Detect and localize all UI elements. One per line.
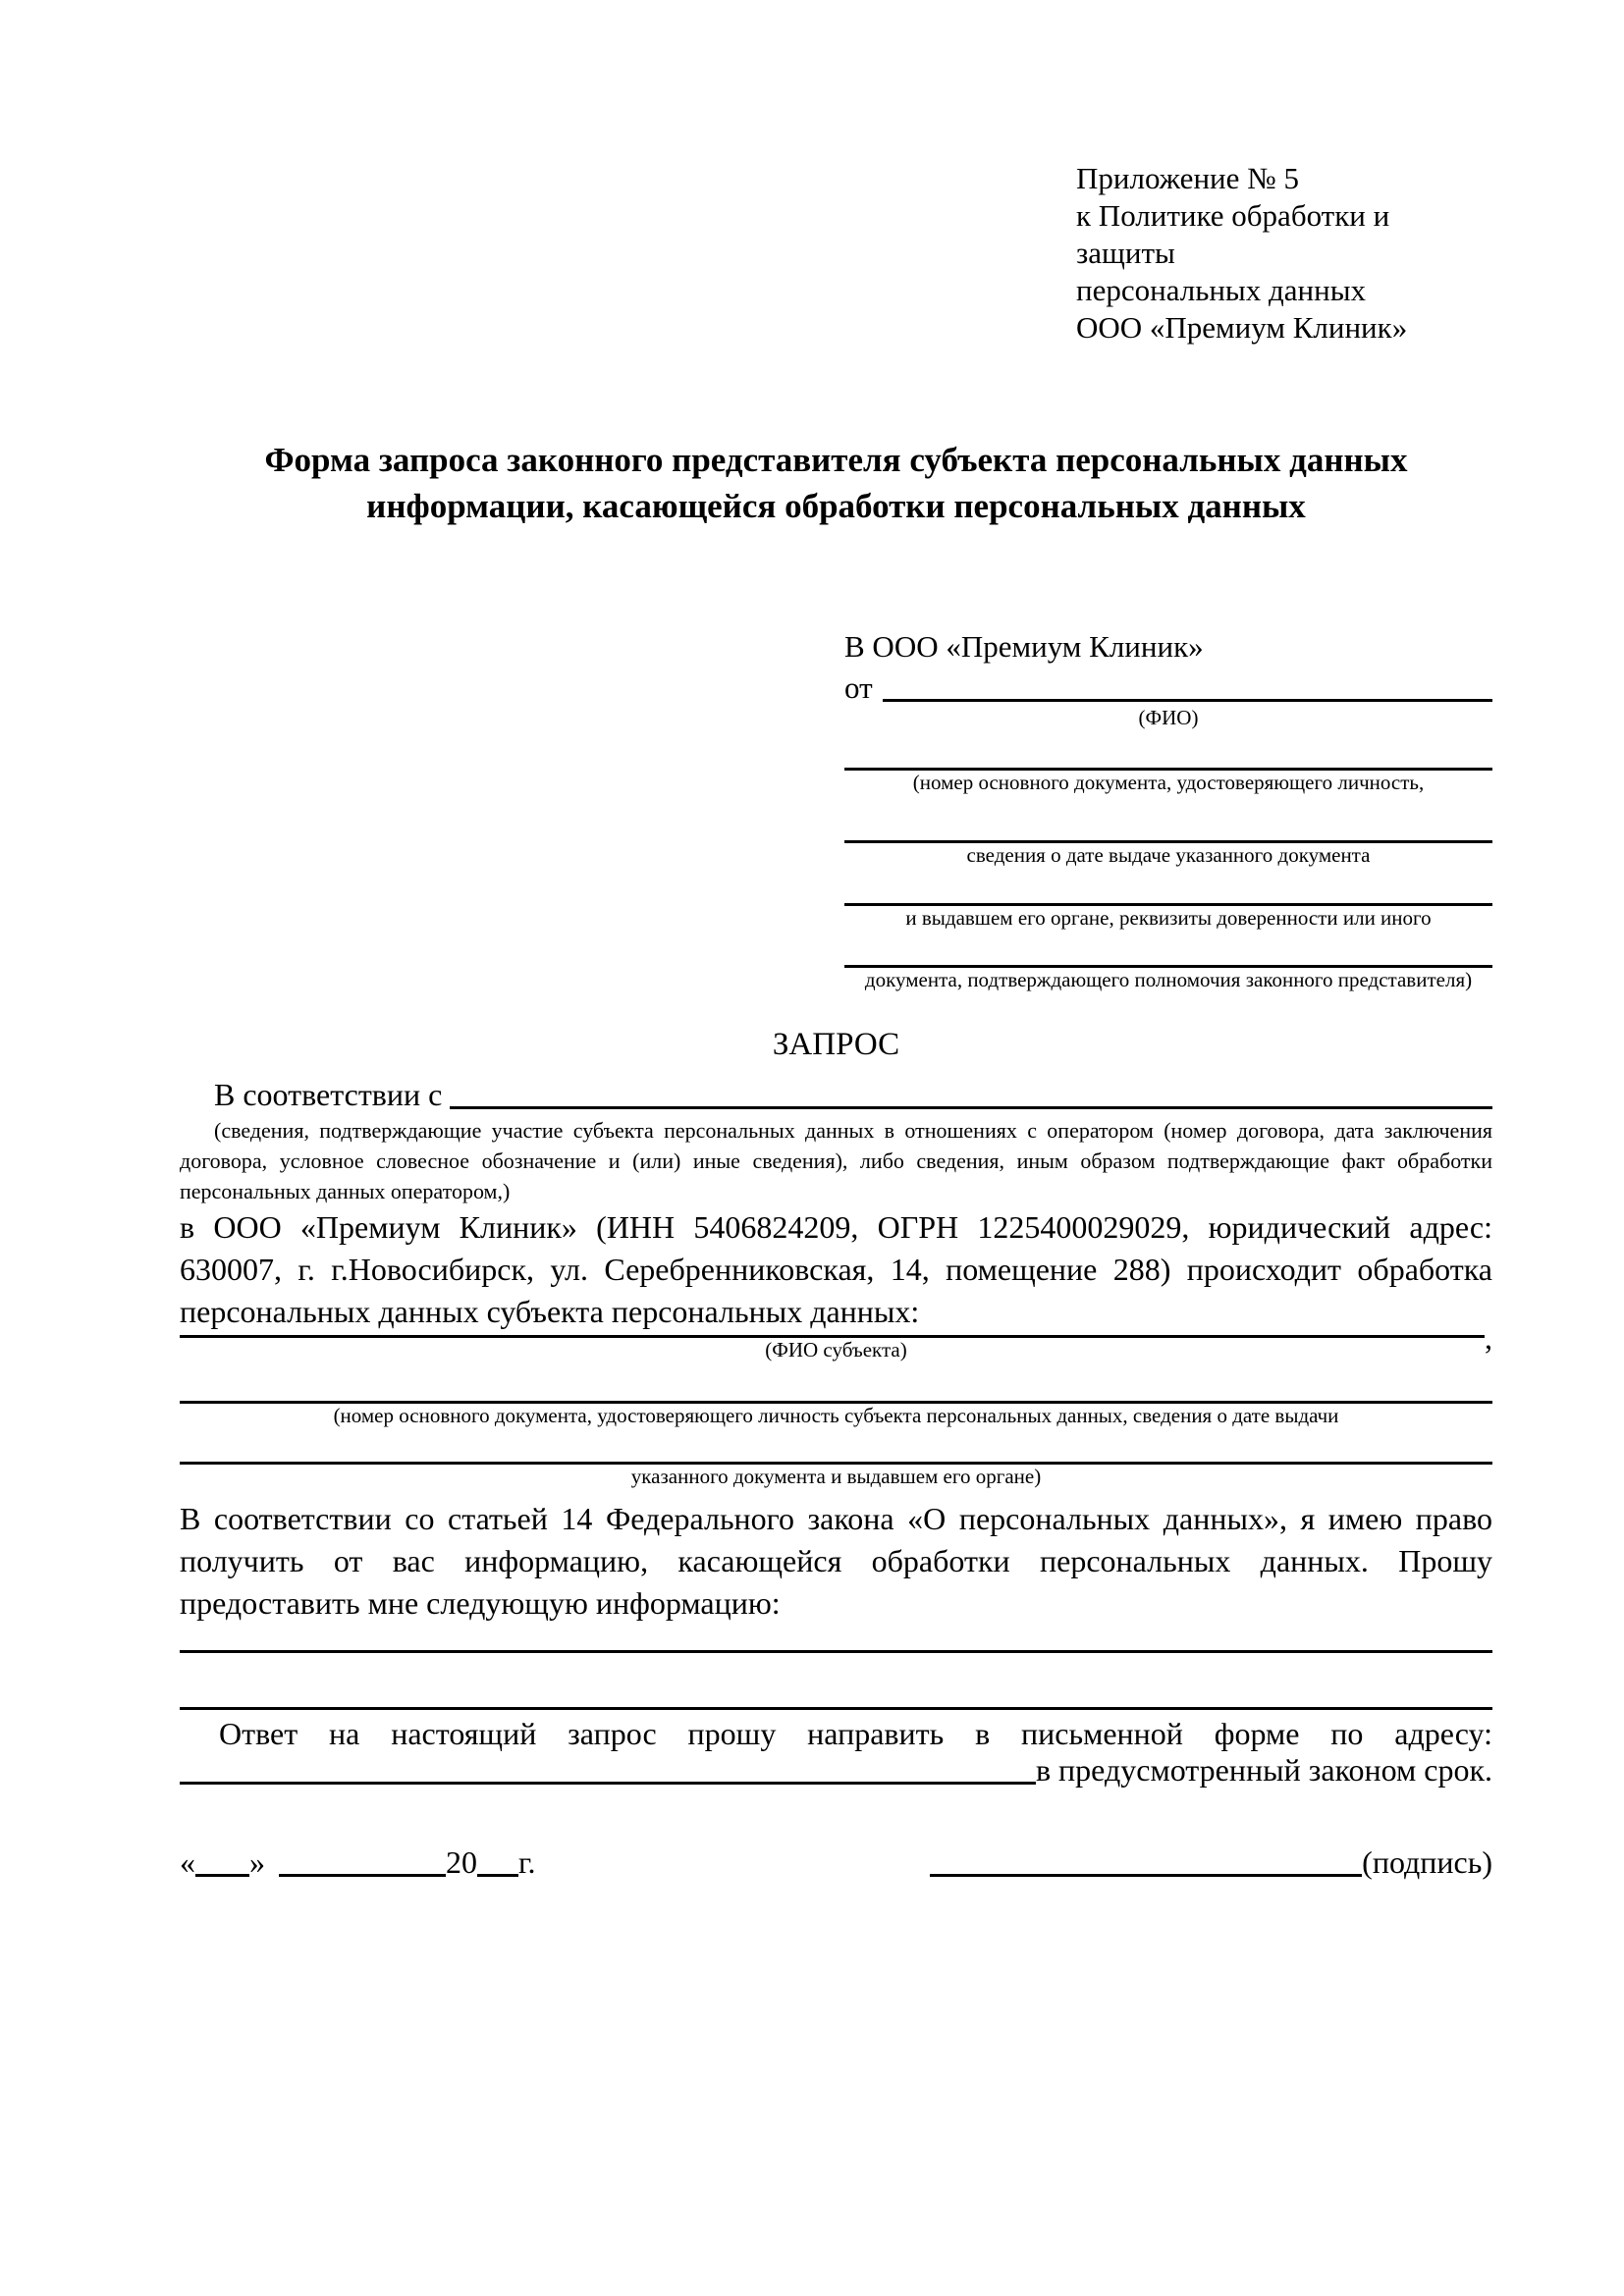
- appendix-line: ООО «Премиум Клиник»: [1076, 310, 1408, 345]
- date-quote-close: »: [249, 1844, 265, 1880]
- addressee-block: [844, 627, 1492, 991]
- accordance-row: [180, 1077, 1492, 1113]
- addressee-organization: В ООО «Премиум Клиник»: [844, 629, 1204, 664]
- date-year-prefix: 20: [446, 1844, 477, 1880]
- appendix-line: к Политике обработки и защиты: [1076, 198, 1390, 270]
- info-fill-line: [180, 1650, 1492, 1653]
- accordance-fill-line: [450, 1106, 1492, 1109]
- date-group: [180, 1844, 536, 1881]
- page-title: [180, 437, 1492, 529]
- reply-address-row: [180, 1752, 1492, 1789]
- page-title-line: Форма запроса законного представителя субъекта персональных данных: [264, 441, 1408, 479]
- appendix-line: Приложение № 5: [1076, 161, 1299, 195]
- signature-group: [930, 1844, 1492, 1881]
- date-month-blank: [279, 1874, 446, 1877]
- appendix-line: персональных данных: [1076, 273, 1367, 307]
- doc-caption: и выдавшем его органе, реквизиты доверенности или иного: [905, 906, 1432, 930]
- accordance-label: В соответствии с: [214, 1077, 443, 1112]
- date-year-suffix: г.: [518, 1844, 536, 1880]
- date-day-blank: [195, 1874, 249, 1877]
- from-fill-line: [883, 699, 1492, 702]
- fio-caption: (ФИО): [1138, 706, 1199, 729]
- accordance-caption: (сведения, подтверждающие участие субъекта персональных данных в отношениях с оператором (номер договора, дата заключения договора, условное словесное обозначение и (или) иные сведения), либо сведения, иным образом подтверждающие факт обработки персональных данных оператором,): [180, 1118, 1492, 1203]
- request-heading: ЗАПРОС: [772, 1027, 900, 1062]
- date-quote-open: «: [180, 1844, 195, 1880]
- subject-doc-caption: указанного документа и выдавшем его органе): [630, 1465, 1042, 1488]
- reply-suffix: в предусмотренный законом срок.: [1035, 1752, 1492, 1788]
- signature-row: [180, 1840, 1492, 1881]
- page-title-line: информации, касающейся обработки персональных данных: [366, 487, 1306, 525]
- reply-paragraph: Ответ на настоящий запрос прошу направить в письменной форме по адресу:: [219, 1716, 1492, 1751]
- from-row: [844, 667, 1492, 706]
- doc-caption: документа, подтверждающего полномочия законного представителя): [864, 968, 1473, 991]
- info-fill-line: [180, 1707, 1492, 1710]
- appendix-block: [1076, 160, 1492, 347]
- operator-paragraph: в ООО «Премиум Клиник» (ИНН 5406824209, ОГРН 1225400029029, юридический адрес: 630007, г. г.Новосибирск, ул. Серебренниковская, 14, помещение 288) происходит обработка персональных данных субъекта персональных данных:: [180, 1209, 1492, 1329]
- signature-fill-line: [930, 1874, 1362, 1877]
- doc-caption: сведения о дате выдаче указанного документа: [966, 843, 1371, 867]
- date-year-blank: [477, 1874, 518, 1877]
- signature-caption: (подпись): [1362, 1844, 1492, 1880]
- subject-doc-caption: (номер основного документа, удостоверяющего личность субъекта персональных данных, сведения о дате выдачи: [333, 1404, 1339, 1427]
- subject-fio-row: ,: [180, 1333, 1492, 1338]
- doc-caption: (номер основного документа, удостоверяющего личность,: [912, 771, 1425, 794]
- rights-paragraph: В соответствии со статьей 14 Федерального закона «О персональных данных», я имею право получить от вас информацию, касающейся обработки персональных данных. Прошу предоставить мне следующую информацию:: [180, 1501, 1492, 1621]
- reply-address-fill-line: [180, 1782, 1036, 1785]
- subject-fio-caption: (ФИО субъекта): [765, 1338, 907, 1362]
- from-label: от: [844, 670, 873, 705]
